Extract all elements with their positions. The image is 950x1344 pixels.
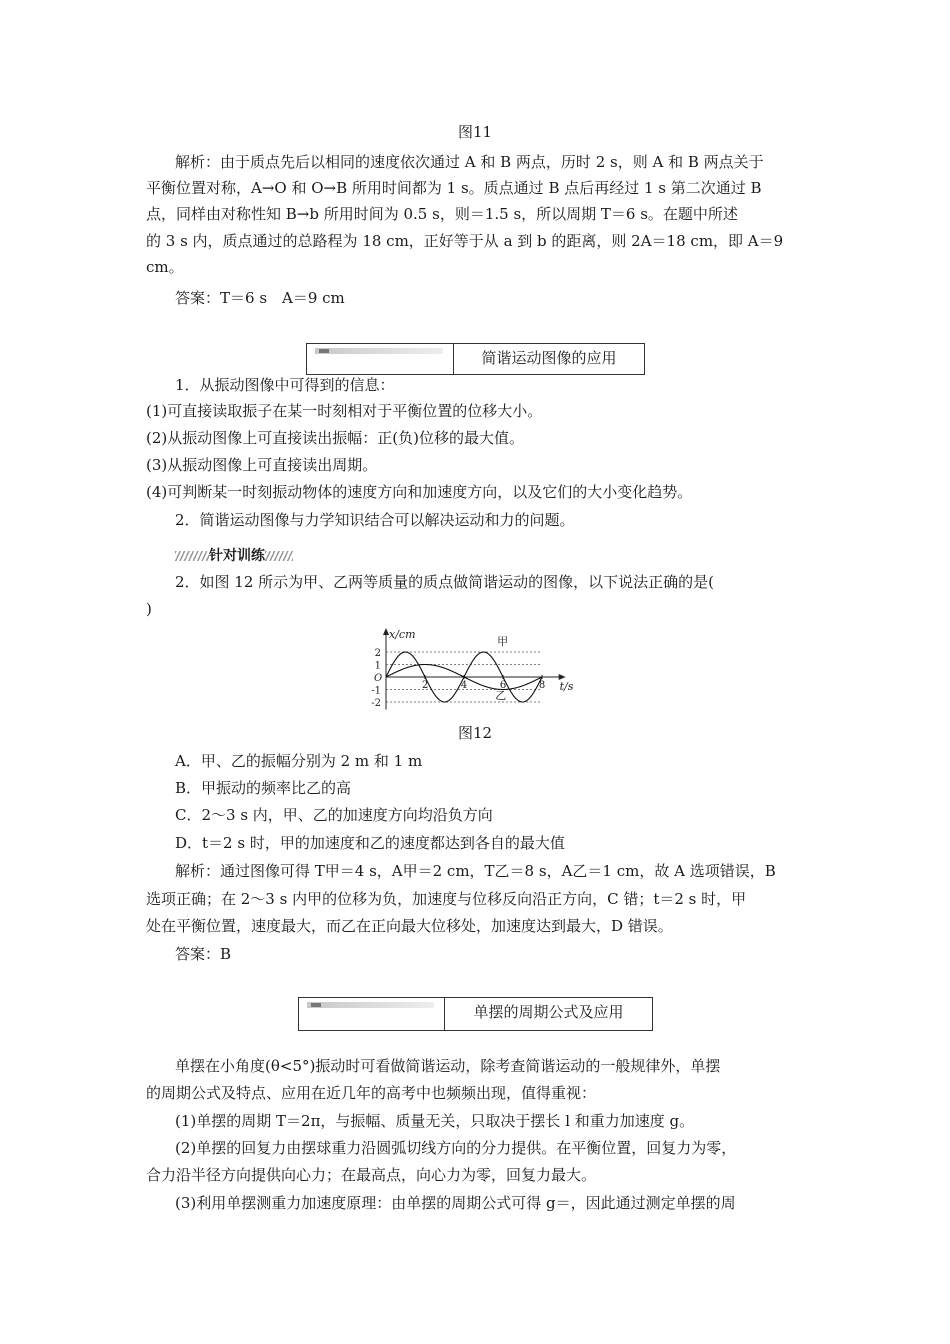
x-axis-label: t/s — [559, 680, 574, 693]
q2-option-d: D．t＝2 s 时，甲的加速度和乙的速度都达到各自的最大值 — [175, 834, 565, 852]
section1-item-1: 1．从振动图像中可得到的信息： — [175, 376, 395, 394]
hatch-decoration-right — [265, 551, 293, 561]
q2-analysis-line-3: 处在平衡位置，速度最大，而乙在正向最大位移处，加速度达到最大，D 错误。 — [146, 917, 673, 935]
q2-answer: 答案：B — [175, 945, 232, 963]
section2-header-decoration — [299, 998, 445, 1030]
section2-title: 单摆的周期公式及应用 — [473, 1003, 624, 1021]
ex1-analysis-line-4: 的 3 s 内，质点通过的总路程为 18 cm，正好等于从 a 到 b 的距离，则 2A＝18 cm，即 A＝9 — [146, 232, 784, 250]
ex1-analysis-line-2: 平衡位置对称，A→O 和 O→B 所用时间都为 1 s。质点通过 B 点后再经过 1 s 第二次通过 B — [146, 179, 762, 197]
section2-line-6: (3)利用单摆测重力加速度原理：由单摆的周期公式可得 g＝，因此通过测定单摆的周 — [175, 1194, 736, 1212]
x-tick-label: 4 — [460, 680, 468, 691]
section1-item-6: 2．简谐运动图像与力学知识结合可以解决运动和力的问题。 — [175, 511, 575, 529]
x-tick-label: 2 — [421, 680, 429, 691]
hatch-decoration-left — [175, 551, 209, 561]
section1-header-box — [306, 343, 645, 375]
fig11-caption: 图11 — [457, 123, 493, 141]
fig12-caption: 图12 — [457, 724, 493, 742]
q2-option-c: C．2～3 s 内，甲、乙的加速度方向均沿负方向 — [175, 806, 493, 824]
training-label-row — [175, 545, 840, 566]
y-axis-label: x/cm — [389, 628, 416, 641]
ex1-analysis-line-1: 解析：由于质点先后以相同的速度依次通过 A 和 B 两点，历时 2 s，则 A 和 B 两点关于 — [175, 153, 764, 171]
section1-item-4: (3)从振动图像上可直接读出周期。 — [146, 456, 378, 474]
q2-option-a: A．甲、乙的振幅分别为 2 m 和 1 m — [175, 752, 423, 770]
q2-option-b: B．甲振动的频率比乙的高 — [175, 779, 352, 797]
q2-stem-line-2: ) — [146, 600, 152, 618]
section1-item-2: (1)可直接读取振子在某一时刻相对于平衡位置的位移大小。 — [146, 402, 543, 420]
x-tick-label: 8 — [538, 680, 546, 691]
y-tick-label: -2 — [371, 698, 381, 709]
origin-label: O — [374, 673, 383, 684]
section1-item-3: (2)从振动图像上可直接读出振幅：正(负)位移的最大值。 — [146, 429, 524, 447]
section2-line-1: 单摆在小角度(θ<5°)振动时可看做简谐运动，除考查简谐运动的一般规律外，单摆 — [175, 1057, 721, 1075]
section2-header-box — [298, 997, 653, 1031]
y-tick-label: -1 — [371, 685, 381, 697]
section1-title: 简谐运动图像的应用 — [481, 349, 617, 367]
x-tick-label: 6 — [499, 680, 507, 691]
y-tick-label: 1 — [374, 660, 381, 672]
training-label: 针对训练 — [209, 548, 265, 564]
section2-line-3: (1)单摆的周期 T＝2π，与振幅、质量无关，只取决于摆长 l 和重力加速度 g。 — [175, 1112, 695, 1130]
section1-header-decoration — [307, 344, 454, 374]
section2-line-2: 的周期公式及特点、应用在近几年的高考中也频频出现，值得重视： — [146, 1084, 597, 1102]
series-label-yi: 乙 — [495, 688, 507, 702]
series-label-jia: 甲 — [497, 635, 509, 649]
section1-item-5: (4)可判断某一时刻振动物体的速度方向和加速度方向，以及它们的大小变化趋势。 — [146, 483, 693, 501]
section2-line-4: (2)单摆的回复力由摆球重力沿圆弧切线方向的分力提供。在平衡位置，回复力为零， — [175, 1139, 737, 1157]
q2-stem-line-1: 2．如图 12 所示为甲、乙两等质量的质点做简谐运动的图像，以下说法正确的是( — [175, 573, 715, 591]
ex1-answer: 答案：T＝6 s A＝9 cm — [175, 289, 345, 307]
figure12-chart — [356, 625, 626, 717]
section2-line-5: 合力沿半径方向提供向心力；在最高点，向心力为零，回复力最大。 — [146, 1166, 597, 1184]
y-tick-label: 2 — [374, 648, 381, 659]
ex1-analysis-line-5: cm。 — [146, 258, 184, 276]
q2-analysis-line-1: 解析：通过图像可得 T甲＝4 s，A甲＝2 cm，T乙＝8 s，A乙＝1 cm，故 A 选项错误，B — [175, 862, 776, 880]
q2-analysis-line-2: 选项正确；在 2～3 s 内甲的位移为负，加速度与位移反向沿正方向，C 错；t＝2 s 时，甲 — [146, 890, 747, 908]
ex1-analysis-line-3: 点，同样由对称性知 B→b 所用时间为 0.5 s，则＝1.5 s，所以周期 T＝6 s。在题中所述 — [146, 205, 738, 223]
